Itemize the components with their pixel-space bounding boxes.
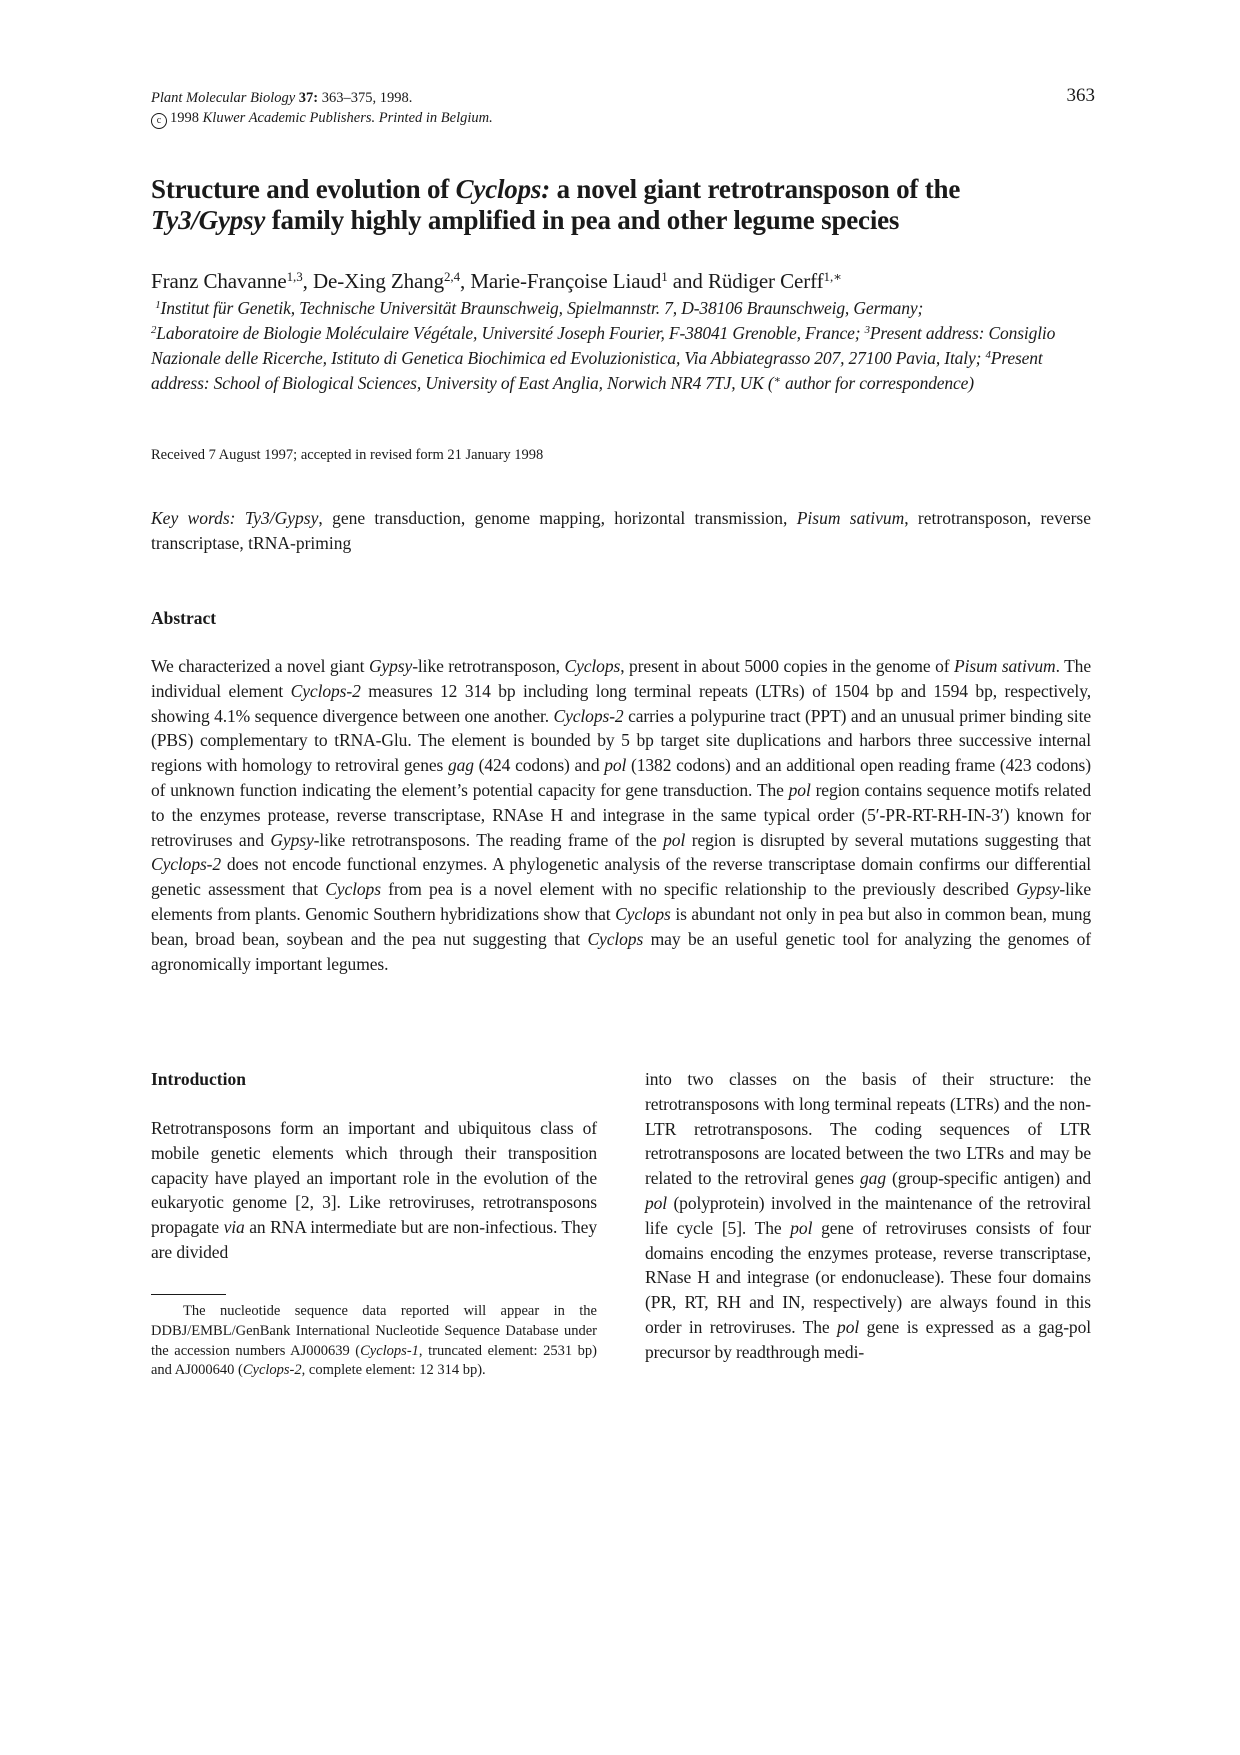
copyright-line [151, 108, 493, 129]
body-text: , truncated element: 2531 bp) and AJ000640 ( [151, 1342, 597, 1379]
journal-citation [151, 88, 412, 108]
body-text: Cyclops-2 [553, 705, 624, 726]
author-name: De-Xing Zhang [312, 269, 445, 293]
keyword-text: Pisum sativum [796, 508, 905, 528]
body-text: Cyclops [564, 656, 621, 676]
article-title [151, 174, 1101, 236]
affil-text: Present address: Consiglio Nazionale delle Ricerche, Istituto di Genetica Biochimica ed Evoluzionistica, Via Abbiategrasso 207, 27100 Pavia, Italy; [151, 323, 1056, 368]
body-text: , complete element: 12 314 bp). [301, 1362, 486, 1379]
abstract-body [151, 654, 1091, 976]
introduction-right-column [645, 1067, 1091, 1365]
author-name: Franz Chavanne [151, 269, 287, 293]
author-affil-sup: 1,3 [286, 268, 303, 284]
footnote-divider [151, 1294, 226, 1295]
body-text: pol [837, 1316, 860, 1337]
keyword-text: , gene transduction, genome mapping, horizontal transmission, [318, 508, 797, 528]
body-text: gene of retroviruses consists of four domains encoding the enzymes protease, reverse transcriptase, RNase H and integrase (or endonuclease). These four domains (PR, RT, RH and IN, respectively) are always found in this order in retroviruses. The [645, 1217, 1091, 1337]
body-text: gag [447, 755, 474, 776]
body-text: does not encode functional enzymes. A phylogenetic analysis of the reverse transcriptase domain confirms our differential genetic assessment that [151, 854, 1091, 900]
author-separator: , [460, 269, 471, 293]
body-text: gag [860, 1168, 886, 1189]
journal-pages: 363–375, 1998. [321, 90, 413, 106]
body-text: Gypsy [270, 829, 314, 850]
author-separator: and [667, 269, 708, 293]
author-affil-sup: 1,∗ [823, 268, 842, 284]
body-text: Cyclops [615, 903, 671, 924]
abstract-heading: Abstract [151, 608, 217, 628]
journal-volume: 37: [298, 90, 319, 106]
body-text: may be an useful genetic tool for analyzing the genomes of agronomically important legumes. [151, 928, 1091, 974]
body-text: (polyprotein) involved in the maintenance of the retroviral life cycle [5]. The [645, 1192, 1091, 1238]
affil-text: Present address: School of Biological Sciences, University of East Anglia, Norwich NR4 7TJ, UK ( [151, 348, 1043, 393]
title-text: Structure and evolution of [151, 174, 456, 204]
body-text: -like elements from plants. Genomic Southern hybridizations show that [151, 879, 1091, 924]
affiliations [151, 296, 1096, 396]
body-text: via [223, 1217, 245, 1238]
body-text: Retrotransposons form an important and ubiquitous class of mobile genetic elements which through their transposition capacity have played an important role in the evolution of the eukaryotic genome [2, 3]. Like retroviruses, retrotransposons propagate [151, 1118, 597, 1238]
body-text: (424 codons) and [473, 755, 605, 776]
affil-marker: 4 [985, 349, 991, 362]
affil-marker: 1 [155, 299, 161, 312]
body-text: Cyclops [325, 879, 381, 900]
body-text: Gypsy [368, 656, 413, 676]
body-text: pol [645, 1192, 668, 1213]
body-text: . The individual element [151, 656, 1091, 701]
body-text: an RNA intermediate but are non-infectious. They are divided [151, 1217, 597, 1262]
introduction-heading: Introduction [151, 1069, 246, 1089]
title-text-italic: Cyclops: [455, 174, 551, 204]
keywords-label: Key words: [151, 508, 236, 528]
body-text: Cyclops-2 [151, 854, 222, 875]
author-name: Marie-Françoise Liaud [470, 269, 662, 293]
title-text: family highly amplified in pea and other legume species [265, 205, 900, 235]
affil-marker: 3 [864, 324, 870, 337]
body-text: pol [604, 755, 627, 776]
body-text: Cyclops-2 [290, 680, 361, 701]
copyright-icon: c [151, 113, 167, 129]
printed-location: Printed in Belgium. [378, 110, 493, 126]
body-text: measures 12 314 bp including long terminal repeats (LTRs) of 1504 bp and 1594 bp, respectively, showing 4.1% sequence divergence between one another. [151, 680, 1091, 726]
author-affil-sup: 2,4 [444, 268, 460, 284]
author-affil-sup: 1 [661, 268, 668, 284]
copyright-publisher: Kluwer Academic Publishers. [202, 110, 376, 126]
keywords [151, 506, 1091, 556]
body-text: Cyclops-2 [242, 1362, 302, 1379]
body-text: pol [790, 1217, 813, 1238]
keyword-text: Ty3/Gypsy [244, 508, 319, 528]
body-text: Cyclops-1 [360, 1342, 419, 1359]
introduction-left-column [151, 1116, 597, 1265]
affil-text: Institut für Genetik, Technische Universität Braunschweig, Spielmannstr. 7, D-38106 Braunschweig, Germany; [160, 298, 924, 318]
body-text: -like retrotransposons. The reading frame of the [313, 829, 664, 850]
affil-marker: ∗ [773, 374, 781, 387]
body-text: from pea is a novel element with no specific relationship to the previously described [380, 879, 1017, 900]
received-dates: Received 7 August 1997; accepted in revised form 21 January 1998 [151, 447, 544, 463]
body-text: , present in about 5000 copies in the genome of [620, 656, 955, 676]
affil-text: Laboratoire de Biologie Moléculaire Végétale, Université Joseph Fourier, F-38041 Grenoble, France; [156, 323, 861, 343]
body-text: We characterized a novel giant [151, 656, 369, 676]
body-text: region contains sequence motifs related to the enzymes protease, reverse transcriptase, RNAse H and integrase in the same typical order (5′-PR-RT-RH-IN-3′) known for retroviruses and [151, 779, 1091, 850]
body-text: pol [788, 779, 811, 800]
affil-text: author for correspondence) [780, 373, 974, 393]
page-number: 363 [1066, 85, 1095, 106]
title-text: a novel giant retrotransposon of the [550, 174, 961, 204]
copyright-year: 1998 [170, 110, 199, 126]
body-text: Pisum sativum [954, 656, 1056, 676]
body-text: The nucleotide sequence data reported will appear in the DDBJ/EMBL/GenBank International Nucleotide Sequence Database under the accession numbers AJ000639 ( [151, 1303, 597, 1359]
body-text: Cyclops [587, 928, 644, 949]
body-text: region is disrupted by several mutations suggesting that [685, 829, 1091, 850]
keyword-text: , retrotransposon, reverse transcriptase, tRNA-priming [151, 508, 1091, 553]
author-name: Rüdiger Cerff [707, 269, 824, 293]
author-separator: , [302, 269, 313, 293]
body-text: is abundant not only in pea but also in common bean, mung bean, broad bean, soybean and the pea nut suggesting that [151, 903, 1091, 949]
journal-name: Plant Molecular Biology [151, 90, 296, 106]
body-text: Gypsy [1016, 879, 1060, 900]
title-text-italic: Ty3/Gypsy [151, 205, 266, 235]
author-list [151, 268, 842, 294]
body-text: gene is expressed as a gag-pol precursor by readthrough medi- [645, 1316, 1091, 1362]
body-text: pol [663, 829, 686, 850]
footnote [151, 1302, 597, 1381]
body-text: carries a polypurine tract (PPT) and an unusual primer binding site (PBS) complementary to tRNA-Glu. The element is bounded by 5 bp target site duplications and harbors three successive internal regions with homology to retroviral genes [151, 705, 1092, 776]
body-text: -like retrotransposon, [412, 656, 565, 676]
body-text: (group-specific antigen) and [885, 1168, 1091, 1189]
body-text: into two classes on the basis of their structure: the retrotransposons with long terminal repeats (LTRs) and the non-LTR retrotransposons. The coding sequences of LTR retrotransposons are located between the two LTRs and may be related to the retroviral genes [645, 1069, 1091, 1189]
body-text: (1382 codons) and an additional open reading frame (423 codons) of unknown function indicating the element’s potential capacity for gene transduction. The [151, 755, 1091, 800]
affil-marker: 2 [151, 324, 157, 337]
